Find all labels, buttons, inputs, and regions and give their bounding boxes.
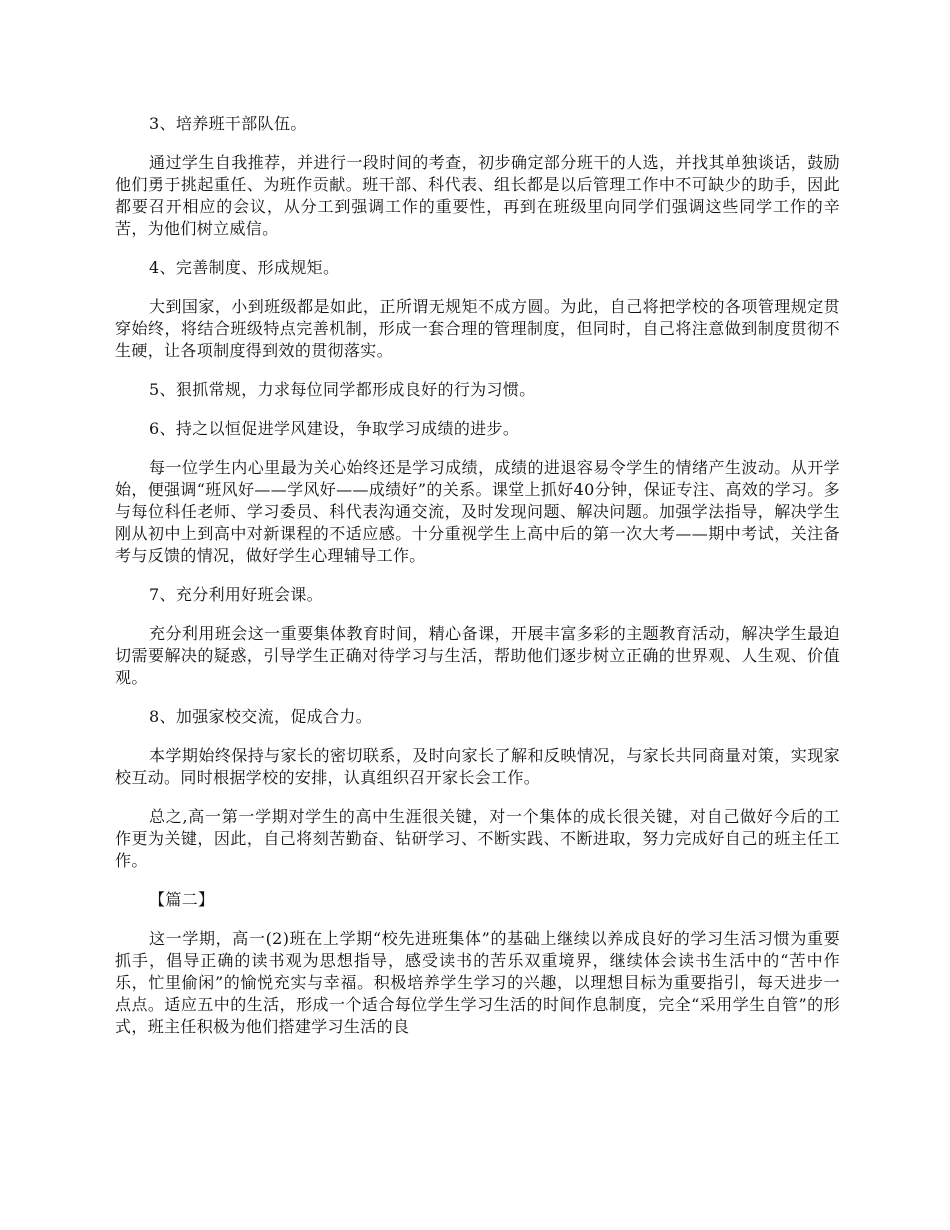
paragraph-study-style: 每一位学生内心里最为关心始终还是学习成绩，成绩的进退容易令学生的情绪产生波动。从开学始，便强调“班风好——学风好——成绩好”的关系。课堂上抓好40分钟，保证专注、高效的学习。多与每位科任老师、学习委员、科代表沟通交流，及时发现问题、解决问题。加强学法指导，解决学生刚从初中上到高中对新课程的不适应感。十分重视学生上高中后的第一次大考——期中考试，关注备考与反馈的情况，做好学生心理辅导工作。	[115, 458, 840, 565]
paragraph-class-meeting: 充分利用班会这一重要集体教育时间，精心备课，开展丰富多彩的主题教育活动，解决学生最迫切需要解决的疑惑，引导学生正确对待学习与生活，帮助他们逐步树立正确的世界观、人生观、价值观。	[115, 624, 840, 687]
paragraph-home-school: 本学期始终保持与家长的密切联系，及时向家长了解和反映情况，与家长共同商量对策，实现家校互动。同时根据学校的安排，认真组织召开家长会工作。	[115, 746, 840, 787]
document-page	[115, 113, 840, 1055]
section-heading-8: 8、加强家校交流，促成合力。	[149, 707, 373, 726]
paragraph-part-two: 这一学期，高一(2)班在上学期“校先进班集体”的基础上继续以养成良好的学习生活习惯为重要抓手，倡导正确的读书观为思想指导，感受读书的苦乐双重境界，继续体会读书生活中的“苦中作乐，忙里偷闲”的愉悦充实与幸福。积极培养学生学习的兴趣，以理想目标为重要指引，每天进步一点点。适应五中的生活，形成一个适合每位学生学习生活的时间作息制度，完全“采用学生自管”的形式，班主任积极为他们搭建学习生活的良	[115, 929, 840, 1036]
section-heading-5: 5、狠抓常规，力求每位同学都形成良好的行为习惯。	[149, 380, 536, 399]
paragraph-summary: 总之,高一第一学期对学生的高中生涯很关键，对一个集体的成长很关键，对自己做好今后的工作更为关键，因此，自己将刻苦勤奋、钻研学习、不断实践、不断进取，努力完成好自己的班主任工作。	[115, 807, 840, 870]
section-heading-7: 7、充分利用好班会课。	[149, 585, 324, 604]
section-heading-6: 6、持之以恒促进学风建设，争取学习成绩的进步。	[149, 419, 520, 438]
part-two-heading: 【篇二】	[149, 890, 215, 909]
section-heading-3: 3、培养班干部队伍。	[149, 114, 307, 133]
paragraph-class-cadres: 通过学生自我推荐，并进行一段时间的考查，初步确定部分班干的人选，并找其单独谈话，鼓励他们勇于挑起重任、为班作贡献。班干部、科代表、组长都是以后管理工作中不可缺少的助手，因此都要召开相应的会议，从分工到强调工作的重要性，再到在班级里向同学们强调这些同学工作的辛苦，为他们树立威信。	[115, 153, 840, 238]
section-heading-4: 4、完善制度、形成规矩。	[149, 258, 340, 277]
paragraph-rules: 大到国家，小到班级都是如此，正所谓无规矩不成方圆。为此，自己将把学校的各项管理规定贯穿始终，将结合班级特点完善机制，形成一套合理的管理制度，但同时，自己将注意做到制度贯彻不生硬，让各项制度得到效的贯彻落实。	[115, 297, 840, 360]
